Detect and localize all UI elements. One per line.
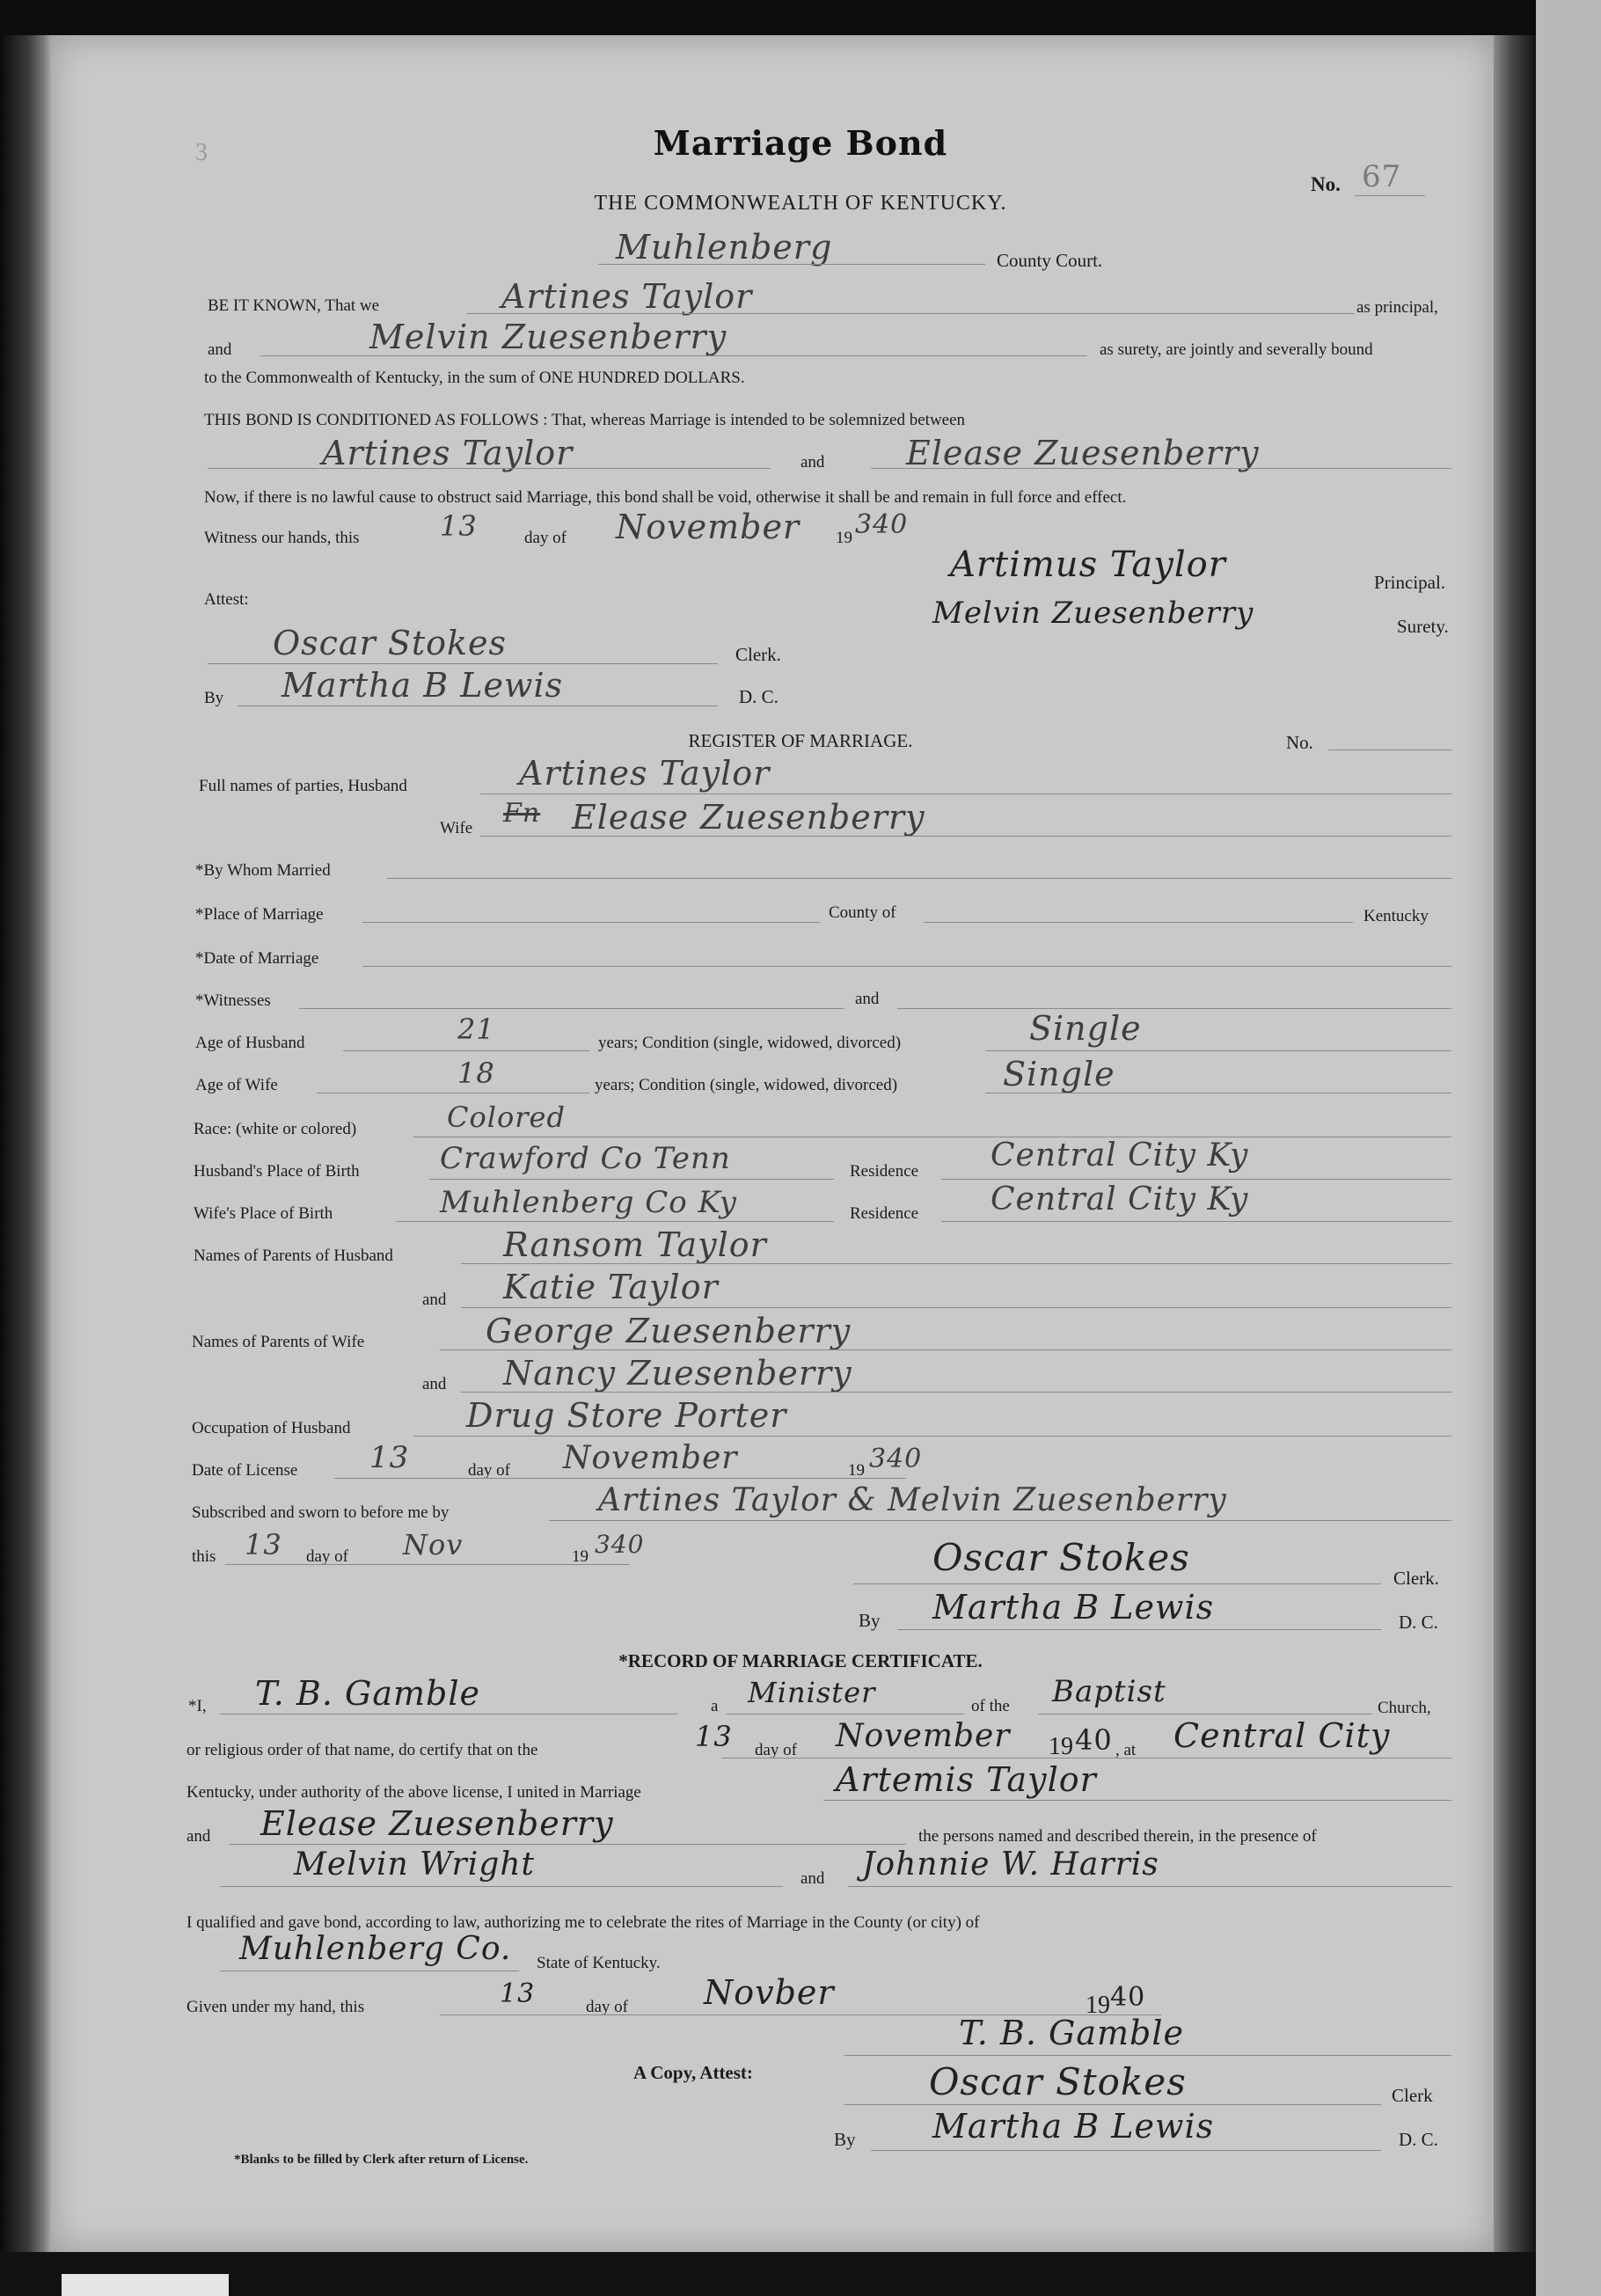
- subscribed-by: Artines Taylor & Melvin Zuesenberry: [598, 1482, 1227, 1518]
- presence-text: the persons named and described therein, in the presence of: [918, 1827, 1317, 1846]
- cert-a-label: a: [711, 1697, 719, 1715]
- conditioned-text: THIS BOND IS CONDITIONED AS FOLLOWS : That, whereas Marriage is intended to be solemnized between: [204, 411, 966, 429]
- wife-label: Wife: [440, 819, 473, 837]
- cert-i-label: *I,: [188, 1697, 207, 1715]
- license-line: [334, 1478, 906, 1479]
- occupation-label: Occupation of Husband: [192, 1419, 351, 1437]
- copy-attest-label: A Copy, Attest:: [633, 2062, 753, 2083]
- bond-number-value: 67: [1362, 159, 1402, 194]
- cert-year: 40: [1075, 1723, 1113, 1757]
- qualified-text: I qualified and gave bond, according to law, authorizing me to celebrate the rites of Marriage in the County (or city) of: [186, 1913, 980, 1932]
- scan-label-strip: [62, 2274, 229, 2296]
- by-whom-married-label: *By Whom Married: [195, 861, 331, 880]
- cert-witness-2: Johnnie W. Harris: [862, 1846, 1159, 1883]
- county-court-label: County Court.: [997, 250, 1103, 271]
- bride-name: Elease Zuesenberry: [906, 434, 1260, 472]
- race-value: Colored: [447, 1100, 566, 1134]
- wife-birth-label: Wife's Place of Birth: [194, 1204, 333, 1223]
- given-month: Novber: [704, 1973, 835, 2012]
- minister-signature-line: [844, 2055, 1451, 2056]
- cert-month: November: [836, 1718, 1011, 1754]
- husband-parent-1: Ransom Taylor: [503, 1225, 767, 1264]
- surety-name: Melvin Zuesenberry: [369, 318, 727, 356]
- date-of-marriage-label: *Date of Marriage: [195, 949, 319, 968]
- license-year: 340: [869, 1444, 923, 1474]
- given-year: 40: [1110, 1982, 1146, 2013]
- clerk-line-register: [853, 1583, 1381, 1584]
- by-label-bond: By: [204, 689, 224, 707]
- subscribed-label: Subscribed and sworn to before me by: [192, 1503, 450, 1522]
- minister-title: Minister: [748, 1676, 876, 1709]
- minister-line: [220, 1714, 677, 1715]
- county-of-label: County of: [829, 903, 896, 922]
- husband-condition: Single: [1029, 1009, 1142, 1048]
- day-of-label: day of: [524, 529, 567, 547]
- sworn-year-prefix: 19: [572, 1547, 588, 1566]
- witness-month: November: [616, 508, 800, 546]
- kentucky-authority-text: Kentucky, under authority of the above license, I united in Marriage: [186, 1783, 641, 1802]
- cert-groom-line: [823, 1800, 1451, 1801]
- be-it-known-label: BE IT KNOWN, That we: [208, 296, 380, 315]
- date-marriage-line: [362, 966, 1451, 967]
- groom-line: [208, 468, 771, 469]
- clerk-label-certificate: Clerk: [1392, 2085, 1433, 2106]
- by-whom-line: [387, 878, 1451, 879]
- cert-date-line: [721, 1758, 1451, 1759]
- bond-number-line: [1355, 195, 1425, 196]
- husband-occupation: Drug Store Porter: [466, 1396, 787, 1435]
- by-label-certificate: By: [834, 2129, 856, 2150]
- certify-text: or religious order of that name, do certify that on the: [186, 1741, 538, 1759]
- witness-year: 340: [855, 509, 909, 540]
- dc-label-register: D. C.: [1399, 1612, 1438, 1633]
- husband-line: [480, 793, 1451, 794]
- husband-parent-2: Katie Taylor: [503, 1268, 719, 1306]
- husband-parent1-line: [461, 1263, 1451, 1264]
- wife-parent2-line: [461, 1392, 1451, 1393]
- given-year-prefix: 19: [1086, 1992, 1110, 2019]
- witness1-line: [299, 1008, 844, 1009]
- husband-parents-and: and: [422, 1291, 447, 1309]
- wife-residence-line: [941, 1221, 1451, 1222]
- license-year-prefix: 19: [848, 1461, 865, 1480]
- cert-year-prefix: 19: [1049, 1733, 1073, 1760]
- wife-parent-1: George Zuesenberry: [486, 1312, 852, 1350]
- husband-birth-line: [429, 1179, 834, 1180]
- cert-day-of: day of: [755, 1741, 798, 1759]
- subscribed-line: [549, 1520, 1451, 1521]
- church-label: Church,: [1378, 1699, 1431, 1717]
- county-line: [598, 264, 985, 265]
- license-day: 13: [369, 1440, 410, 1475]
- cert-county: Muhlenberg Co.: [239, 1931, 512, 1967]
- wife-name: Elease Zuesenberry: [572, 798, 925, 837]
- county-name: Muhlenberg: [616, 228, 833, 267]
- this-label: this: [192, 1547, 216, 1566]
- clerk-line-bond: [208, 663, 718, 664]
- denomination-line: [1038, 1714, 1372, 1715]
- year-prefix: 19: [836, 529, 852, 547]
- husband-birthplace: Crawford Co Tenn: [440, 1141, 731, 1176]
- cert-witness1-line: [220, 1886, 783, 1887]
- sworn-year: 340: [595, 1530, 645, 1559]
- full-names-label: Full names of parties, Husband: [199, 777, 407, 795]
- sworn-line: [225, 1564, 630, 1565]
- kentucky-label: Kentucky: [1363, 907, 1429, 925]
- groom-name: Artines Taylor: [322, 434, 574, 472]
- scan-border-top: [0, 0, 1536, 35]
- certificate-heading: *RECORD OF MARRIAGE CERTIFICATE.: [618, 1650, 983, 1671]
- as-principal-label: as principal,: [1356, 298, 1438, 317]
- principal-name: Artines Taylor: [501, 277, 753, 316]
- book-binding-shadow: [0, 35, 51, 2270]
- page-number-mark: 3: [195, 139, 208, 166]
- dc-line-certificate: [871, 2150, 1381, 2151]
- given-under-hand-label: Given under my hand, this: [186, 1998, 365, 2016]
- wife-struck-text: Fn: [503, 798, 541, 829]
- husband-residence-line: [941, 1179, 1451, 1180]
- sworn-month: Nov: [403, 1528, 464, 1561]
- parents-wife-label: Names of Parents of Wife: [192, 1333, 365, 1351]
- dc-signature-bond: Martha B Lewis: [281, 666, 564, 705]
- clerk-signature-certificate: Oscar Stokes: [929, 2060, 1187, 2103]
- witness2-line: [897, 1008, 1451, 1009]
- sum-text: to the Commonwealth of Kentucky, in the sum of ONE HUNDRED DOLLARS.: [204, 369, 745, 387]
- witnesses-label: *Witnesses: [195, 991, 271, 1010]
- wife-parents-and: and: [422, 1375, 447, 1393]
- principal-line: [466, 313, 1355, 314]
- surety-label: Surety.: [1397, 616, 1449, 637]
- wife-line: [480, 836, 1451, 837]
- race-label: Race: (white or colored): [194, 1120, 357, 1138]
- state-of-kentucky: State of Kentucky.: [537, 1954, 661, 1972]
- bond-number-label: No.: [1311, 173, 1341, 195]
- denomination: Baptist: [1052, 1674, 1166, 1709]
- dc-label-bond: D. C.: [739, 686, 779, 707]
- husband-residence: Central City Ky: [991, 1137, 1249, 1174]
- cert-groom: Artemis Taylor: [836, 1760, 1097, 1799]
- license-month: November: [563, 1440, 738, 1476]
- cert-bride: Elease Zuesenberry: [260, 1804, 614, 1843]
- wife-parent-2: Nancy Zuesenberry: [503, 1354, 852, 1393]
- principal-label: Principal.: [1374, 572, 1446, 593]
- given-day-of: day of: [586, 1998, 629, 2016]
- wife-condition: Single: [1003, 1055, 1115, 1093]
- cert-and2-label: and: [800, 1869, 825, 1888]
- husband-parent2-line: [461, 1307, 1451, 1308]
- condition-label-husband: years; Condition (single, widowed, divorced): [598, 1034, 902, 1052]
- wife-residence-label: Residence: [850, 1204, 919, 1223]
- license-day-of: day of: [468, 1461, 511, 1480]
- surety-signature: Melvin Zuesenberry: [932, 596, 1254, 631]
- cert-witness2-line: [848, 1886, 1451, 1887]
- bride-line: [871, 468, 1451, 469]
- dc-signature-certificate: Martha B Lewis: [932, 2107, 1215, 2146]
- and-label: and: [208, 340, 232, 359]
- dc-label-certificate: D. C.: [1399, 2129, 1438, 2150]
- as-surety-label: as surety, are jointly and severally bound: [1100, 340, 1373, 359]
- document-title: Marriage Bond: [653, 123, 948, 163]
- cert-witness-1: Melvin Wright: [294, 1846, 535, 1883]
- cert-place: Central City: [1173, 1716, 1391, 1755]
- age-wife-label: Age of Wife: [195, 1076, 278, 1094]
- wife-birth-line: [396, 1221, 834, 1222]
- age-husband-label: Age of Husband: [195, 1034, 305, 1052]
- wife-birthplace: Muhlenberg Co Ky: [440, 1185, 737, 1220]
- place-of-marriage-label: *Place of Marriage: [195, 905, 324, 924]
- cert-day: 13: [695, 1720, 733, 1753]
- county-of-line: [924, 922, 1353, 923]
- sworn-day-of: day of: [306, 1547, 349, 1566]
- cert-at-label: , at: [1115, 1741, 1137, 1759]
- wife-parent1-line: [440, 1349, 1451, 1350]
- husband-birth-label: Husband's Place of Birth: [194, 1162, 360, 1181]
- lawful-cause-text: Now, if there is no lawful cause to obstruct said Marriage, this bond shall be void, otherwise it shall be and remain in full force and effect.: [204, 488, 1127, 507]
- husband-condition-line: [985, 1050, 1451, 1051]
- husband-name: Artines Taylor: [519, 754, 771, 793]
- wife-residence: Central City Ky: [991, 1181, 1249, 1217]
- age-husband-line: [343, 1050, 589, 1051]
- attest-label: Attest:: [204, 590, 249, 609]
- cert-and-label: and: [186, 1827, 211, 1846]
- age-husband: 21: [457, 1013, 495, 1046]
- place-line: [362, 922, 820, 923]
- dc-line-register: [897, 1629, 1381, 1630]
- minister-name: T. B. Gamble: [255, 1674, 481, 1713]
- witnesses-and-label: and: [855, 990, 880, 1008]
- parents-husband-label: Names of Parents of Husband: [194, 1247, 393, 1265]
- clerk-label-bond: Clerk.: [735, 644, 781, 665]
- adjacent-page: [1536, 0, 1601, 2296]
- commonwealth-heading: THE COMMONWEALTH OF KENTUCKY.: [594, 192, 1007, 215]
- age-wife: 18: [457, 1057, 495, 1090]
- clerk-line-certificate: [844, 2104, 1381, 2105]
- cert-bride-line: [229, 1844, 906, 1845]
- clerk-label-register: Clerk.: [1393, 1568, 1439, 1589]
- title-line: [727, 1714, 964, 1715]
- clerk-signature-register: Oscar Stokes: [932, 1536, 1190, 1579]
- by-label-register: By: [859, 1610, 881, 1631]
- occupation-line: [413, 1436, 1451, 1437]
- register-heading: REGISTER OF MARRIAGE.: [688, 730, 913, 751]
- of-the-label: of the: [971, 1697, 1010, 1715]
- page-edge-shadow: [1494, 35, 1536, 2270]
- scan-border-bottom: [0, 2252, 1536, 2296]
- register-no-line: [1328, 749, 1451, 750]
- minister-signature: T. B. Gamble: [959, 2014, 1185, 2052]
- husband-residence-label: Residence: [850, 1162, 919, 1181]
- register-no-label: No.: [1286, 732, 1313, 753]
- given-day: 13: [500, 1978, 536, 2009]
- sworn-day: 13: [245, 1528, 282, 1561]
- footnote: *Blanks to be filled by Clerk after return of License.: [234, 2153, 529, 2167]
- witness-hands-label: Witness our hands, this: [204, 529, 360, 547]
- witness-day: 13: [440, 509, 478, 543]
- surety-line: [260, 355, 1087, 356]
- principal-signature: Artimus Taylor: [950, 545, 1226, 585]
- condition-label-wife: years; Condition (single, widowed, divorced): [595, 1076, 898, 1094]
- clerk-signature-bond: Oscar Stokes: [273, 624, 508, 662]
- date-of-license-label: Date of License: [192, 1461, 298, 1480]
- and2-label: and: [800, 453, 825, 472]
- dc-signature-register: Martha B Lewis: [932, 1588, 1215, 1627]
